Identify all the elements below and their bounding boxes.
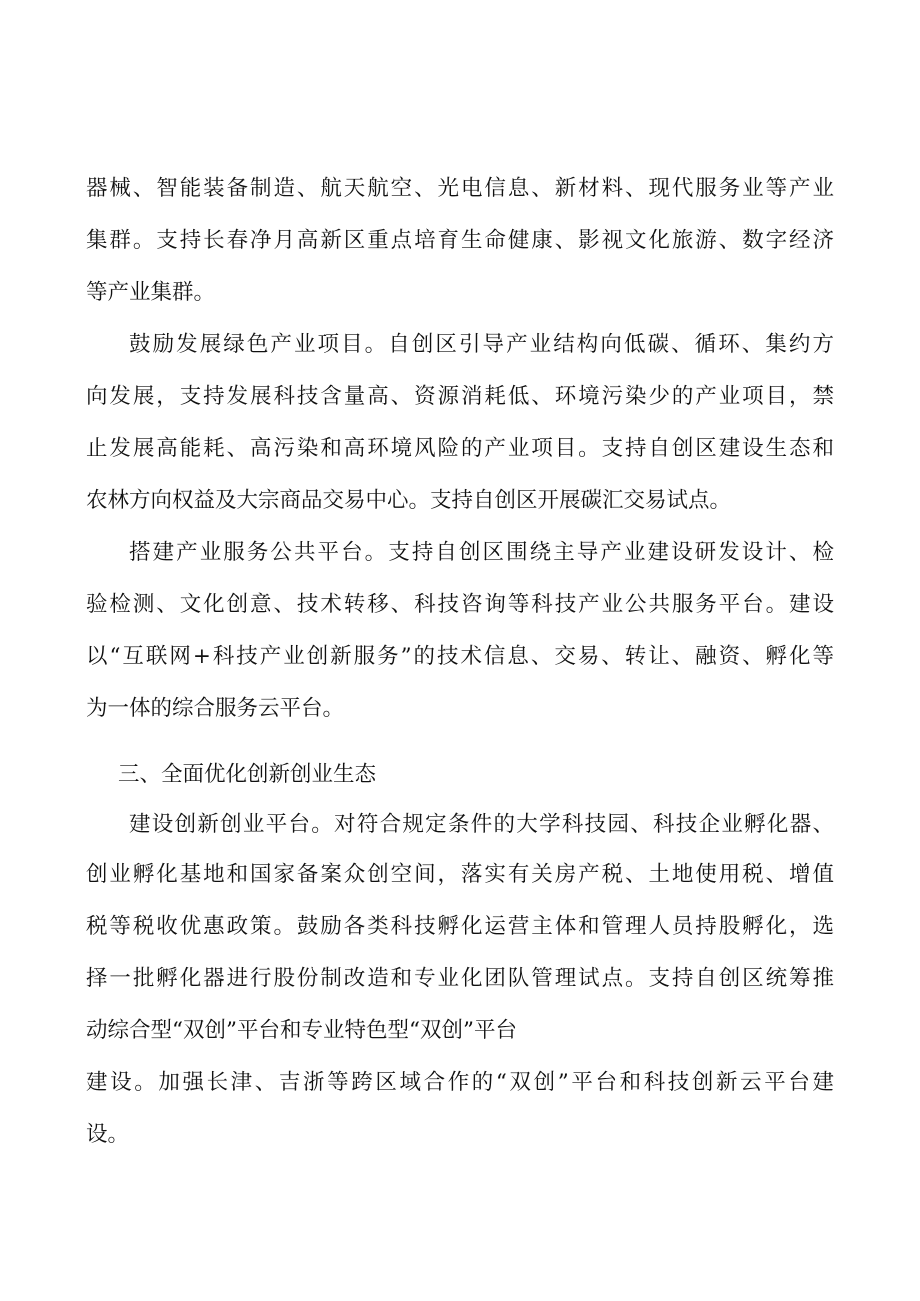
paragraph-line: 建设。加强长津、吉浙等跨区域合作的“双创”平台和科技创新云平台建	[86, 1070, 834, 1095]
paragraph-line: 集群。支持长春净月高新区重点培育生命健康、影视文化旅游、数字经济	[86, 228, 834, 253]
paragraph-line: 以“互联网+科技产业创新服务”的技术信息、交易、转让、融资、孵化等	[86, 644, 834, 669]
paragraph-line: 设。	[86, 1122, 130, 1147]
section-heading: 三、全面优化创新创业生态	[118, 762, 377, 787]
paragraph-line: 鼓励发展绿色产业项目。自创区引导产业结构向低碳、循环、集约方	[129, 332, 834, 357]
paragraph-line: 验检测、文化创意、技术转移、科技咨询等科技产业公共服务平台。建设	[86, 592, 834, 617]
paragraph-line: 建设创新创业平台。对符合规定条件的大学科技园、科技企业孵化器、	[129, 812, 834, 837]
paragraph-line: 农林方向权益及大宗商品交易中心。支持自创区开展碳汇交易试点。	[86, 488, 732, 513]
paragraph-line: 等产业集群。	[86, 280, 216, 305]
paragraph-line: 动综合型“双创”平台和专业特色型“双创”平台	[86, 1018, 517, 1043]
paragraph-line: 止发展高能耗、高污染和高环境风险的产业项目。支持自创区建设生态和	[86, 436, 834, 461]
paragraph-line: 向发展，支持发展科技含量高、资源消耗低、环境污染少的产业项目，禁	[86, 384, 834, 409]
paragraph-line: 器械、智能装备制造、航天航空、光电信息、新材料、现代服务业等产业	[86, 176, 834, 201]
paragraph-line: 择一批孵化器进行股份制改造和专业化团队管理试点。支持自创区统筹推	[86, 966, 834, 991]
paragraph-line: 搭建产业服务公共平台。支持自创区围绕主导产业建设研发设计、检	[129, 540, 834, 565]
paragraph-line: 创业孵化基地和国家备案众创空间，落实有关房产税、土地使用税、增值	[86, 862, 834, 887]
paragraph-line: 税等税收优惠政策。鼓励各类科技孵化运营主体和管理人员持股孵化，选	[86, 914, 834, 939]
paragraph-line: 为一体的综合服务云平台。	[86, 696, 345, 721]
